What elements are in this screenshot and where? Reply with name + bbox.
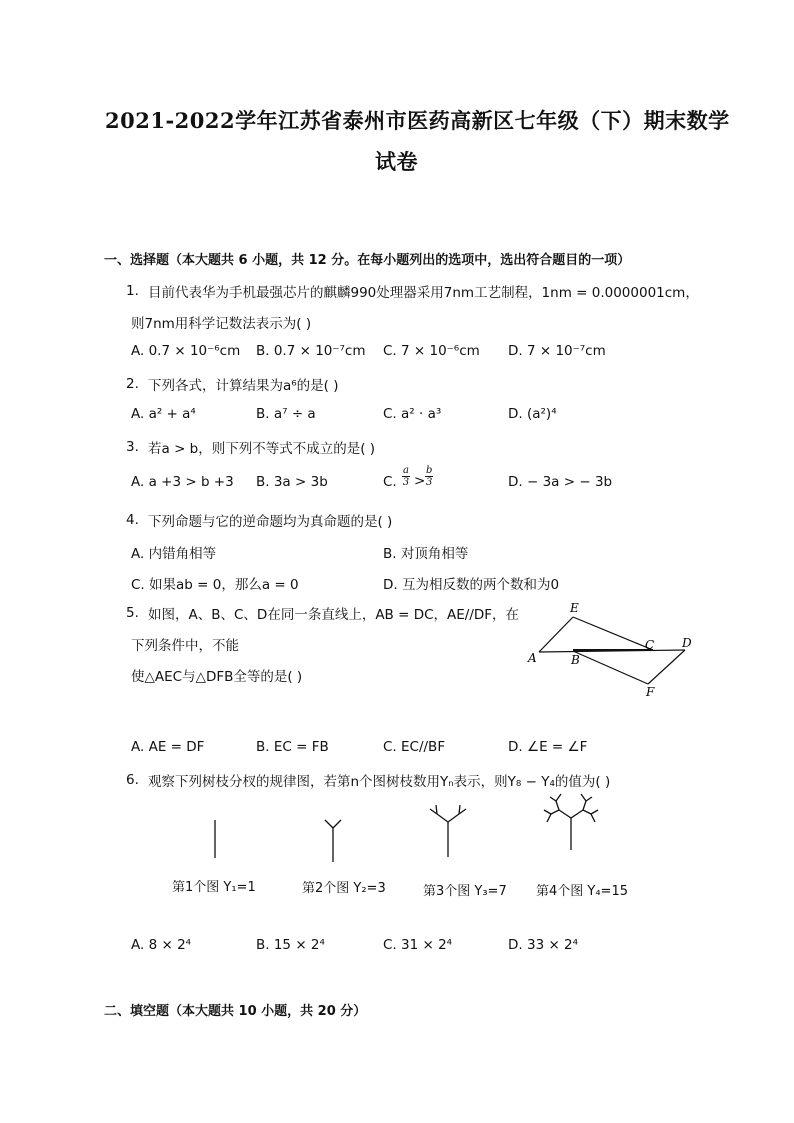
tree-caption-2: 第2个图 Y₂=3: [302, 881, 386, 896]
question-2-option-c: C. a² · a³: [383, 406, 442, 422]
question-2-option-d: D. (a²)⁴: [508, 406, 557, 422]
point-label-a: A: [528, 651, 537, 665]
question-3-option-c-label: C.: [383, 474, 397, 490]
question-5-geometry-figure: [525, 596, 705, 701]
segment-bf: [573, 651, 648, 684]
tree-figure-3: [430, 805, 466, 857]
question-number: 5.: [126, 605, 139, 621]
question-3-option-c-fraction-left: a 3: [402, 465, 410, 488]
question-4-option-c: C. 如果ab = 0，那么a = 0: [131, 577, 299, 593]
question-number: 6.: [126, 772, 139, 788]
question-3-option-b: B. 3a > 3b: [256, 474, 328, 490]
segment-fd: [648, 650, 685, 684]
question-1-option-c: C. 7 × 10⁻⁶cm: [383, 343, 480, 359]
question-2-option-a: A. a² + a⁴: [131, 406, 196, 422]
tree-caption-4: 第4个图 Y₄=15: [536, 884, 628, 899]
segment-ec: [573, 617, 653, 650]
point-label-c: C: [645, 638, 655, 652]
question-1-option-d: D. 7 × 10⁻⁷cm: [508, 343, 606, 359]
point-label-e: E: [570, 601, 579, 615]
question-number: 2.: [126, 376, 139, 392]
point-label-b: B: [571, 653, 580, 667]
question-6-option-c: C. 31 × 2⁴: [383, 937, 453, 953]
segment-ae: [539, 617, 573, 652]
tree-caption-1: 第1个图 Y₁=1: [172, 880, 256, 895]
question-number: 1.: [126, 283, 139, 299]
question-6-option-b: B. 15 × 2⁴: [256, 937, 325, 953]
question-6-text: 观察下列树枝分杈的规律图，若第n个图树枝数用Yₙ表示，则Y₈ − Y₄的值为( ): [148, 774, 611, 790]
question-4-option-b: B. 对顶角相等: [383, 546, 469, 562]
question-2-option-b: B. a⁷ ÷ a: [256, 406, 316, 422]
question-3-option-c-relation: >: [414, 473, 426, 489]
page-title-line1: 2021-2022学年江苏省泰州市医药高新区七年级（下）期末数学: [105, 108, 730, 133]
question-6-option-d: D. 33 × 2⁴: [508, 937, 579, 953]
question-3-text: 若a > b，则下列不等式不成立的是( ): [148, 441, 376, 457]
question-1-text-line2: 则7nm用科学记数法表示为( ): [131, 316, 312, 332]
question-5-text-line1: 如图，A、B、C、D在同一条直线上，AB = DC，AE//DF，在: [148, 607, 520, 623]
question-number: 4.: [126, 512, 139, 528]
question-5-option-d: D. ∠E = ∠F: [508, 739, 588, 755]
tree-figure-2: [325, 820, 341, 862]
question-5-text-line3: 使△AEC与△DFB全等的是( ): [131, 669, 303, 685]
question-3-option-d: D. − 3a > − 3b: [508, 474, 613, 490]
point-label-f: F: [646, 685, 655, 699]
page-title-line2: 试卷: [375, 149, 418, 174]
point-label-d: D: [682, 636, 692, 650]
question-number: 3.: [126, 439, 139, 455]
question-6-tree-figures: [190, 790, 630, 870]
question-1-text-line1: 目前代表华为手机最强芯片的麒麟990处理器采用7nm工艺制程，1nm = 0.0000001cm，: [148, 285, 699, 301]
section-heading-fill-blank: 二、填空题（本大题共 10 小题，共 20 分）: [104, 1004, 367, 1019]
question-5-option-c: C. EC//BF: [383, 739, 446, 755]
question-5-text-line2: 下列条件中，不能: [131, 638, 239, 654]
question-4-text: 下列命题与它的逆命题均为真命题的是( ): [148, 514, 393, 530]
question-6-option-a: A. 8 × 2⁴: [131, 937, 192, 953]
question-1-option-b: B. 0.7 × 10⁻⁷cm: [256, 343, 366, 359]
question-4-option-d: D. 互为相反数的两个数和为0: [383, 577, 560, 593]
question-3-option-a: A. a +3 > b +3: [131, 474, 234, 490]
tree-caption-3: 第3个图 Y₃=7: [423, 884, 507, 899]
question-1-option-a: A. 0.7 × 10⁻⁶cm: [131, 343, 241, 359]
question-3-option-c-fraction-right: b 3: [426, 465, 433, 488]
question-2-text: 下列各式，计算结果为a⁶的是( ): [148, 378, 339, 394]
question-5-option-b: B. EC = FB: [256, 739, 329, 755]
section-heading-choice: 一、选择题（本大题共 6 小题，共 12 分。在每小题列出的选项中，选出符合题目的一项）: [104, 253, 631, 268]
question-5-option-a: A. AE = DF: [131, 739, 205, 755]
question-4-option-a: A. 内错角相等: [131, 546, 217, 562]
tree-figure-4: [544, 794, 598, 850]
